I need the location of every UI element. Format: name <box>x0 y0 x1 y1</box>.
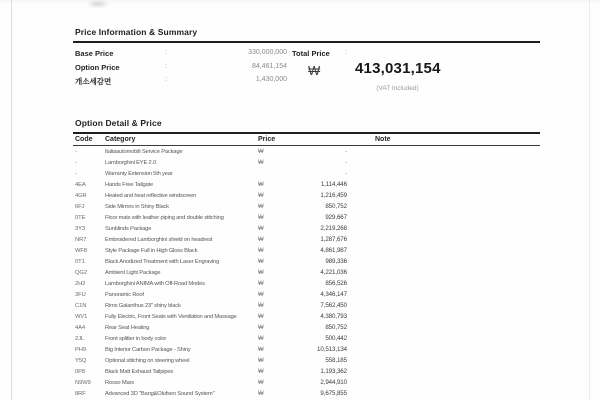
won-symbol: ₩ <box>258 368 264 375</box>
table-row <box>73 190 540 201</box>
won-symbol: ₩ <box>258 324 264 331</box>
option-price: 9,675,855 <box>320 390 347 397</box>
option-price: 989,336 <box>325 258 347 265</box>
option-category: Black Matt Exhaust Tailpipes <box>105 368 174 375</box>
option-price: 4,380,793 <box>320 313 347 320</box>
table-row <box>73 377 540 388</box>
option-price: 500,442 <box>325 335 347 342</box>
summary-grid <box>73 43 540 113</box>
option-price: 850,752 <box>325 324 347 331</box>
option-price: 10,513,134 <box>317 346 347 353</box>
option-code: WV1 <box>75 313 88 320</box>
option-category: Black Anodized Treatment with Laser Engraving <box>105 258 220 265</box>
option-code: 3Y3 <box>75 225 86 232</box>
option-price-value: 84,461,154 <box>251 62 287 70</box>
option-price: - <box>345 170 347 177</box>
table-row <box>73 168 540 179</box>
table-row <box>73 289 540 300</box>
option-code: 4GR <box>75 192 87 199</box>
won-symbol: ₩ <box>258 214 264 221</box>
won-symbol: ₩ <box>258 225 264 232</box>
option-price: 1,193,362 <box>320 368 347 375</box>
won-currency-symbol: ₩ <box>308 63 321 78</box>
option-category: Style Package Full in High Gloss Black <box>105 247 198 254</box>
option-code: 0T1 <box>75 258 85 265</box>
option-category: Embroidered Lamborghini shield on headrest <box>105 236 213 243</box>
won-symbol: ₩ <box>258 390 264 397</box>
table-row <box>73 223 540 234</box>
option-code: - <box>75 148 77 155</box>
option-category: Italiaautomobili Service Package <box>105 148 183 155</box>
option-code: - <box>75 170 77 177</box>
option-code: 3FU <box>75 291 86 298</box>
option-code: 4A4 <box>75 324 86 331</box>
won-symbol: ₩ <box>258 280 264 287</box>
option-price: 929,667 <box>325 214 347 221</box>
won-symbol: ₩ <box>258 335 264 342</box>
option-category: Rear Seat Heating <box>105 324 150 331</box>
table-row <box>73 300 540 311</box>
total-price-colon: : <box>345 49 347 56</box>
option-category: Rims Galanthus 23" shiny black <box>105 302 181 309</box>
option-code: - <box>75 159 77 166</box>
table-row <box>73 344 540 355</box>
option-category: Rosso Mars <box>105 379 134 386</box>
table-row <box>73 333 540 344</box>
option-code: 0P8 <box>75 368 86 375</box>
option-category: Hands Free Tailgate <box>105 181 153 188</box>
table-row <box>73 234 540 245</box>
option-code: PH9 <box>75 346 86 353</box>
option-code: 4EA <box>75 181 86 188</box>
base-price-value: 330,000,000 <box>248 49 287 56</box>
table-row <box>73 245 540 256</box>
cropped-logo-remnant <box>86 0 110 8</box>
tax-reduction-label: 개소세감면 <box>75 76 112 86</box>
won-symbol: ₩ <box>258 357 264 364</box>
options-table-header <box>73 134 540 146</box>
option-price: 850,752 <box>325 203 347 210</box>
option-category: Warranty Extension 5th year <box>105 170 173 177</box>
option-code: 8RF <box>75 390 86 397</box>
option-price-colon: : <box>165 62 167 70</box>
option-price: 4,346,147 <box>320 291 347 298</box>
column-header-price: Price <box>258 136 276 143</box>
base-price-label: Base Price <box>75 49 114 58</box>
won-symbol: ₩ <box>258 313 264 320</box>
option-code: 0TE <box>75 214 86 221</box>
base-price-colon: : <box>165 49 167 56</box>
option-price: 558,185 <box>325 357 347 364</box>
option-code: N9W9 <box>75 379 91 386</box>
option-category: Sunblinds Package <box>105 225 152 232</box>
column-header-note: Note <box>375 136 391 143</box>
table-row <box>73 388 540 399</box>
summary-section-title: Price Information & Summary <box>75 27 198 37</box>
option-price: - <box>345 148 347 155</box>
total-price-label: Total Price <box>292 49 330 58</box>
option-code: WF8 <box>75 247 87 254</box>
option-price: - <box>345 159 347 166</box>
tax-reduction-colon: : <box>165 75 167 83</box>
option-category: Lamborghini EYE 2.0 <box>105 159 156 166</box>
table-row <box>73 157 540 168</box>
option-code: QG2 <box>75 269 87 276</box>
won-symbol: ₩ <box>258 247 264 254</box>
option-price: 1,287,676 <box>320 236 347 243</box>
won-symbol: ₩ <box>258 379 264 386</box>
options-table-body <box>73 146 540 399</box>
option-category: Floor mats with leather piping and double stitching <box>105 214 224 221</box>
table-row <box>73 311 540 322</box>
table-row <box>73 267 540 278</box>
table-row <box>73 146 540 157</box>
options-section-title: Option Detail & Price <box>75 118 162 128</box>
option-code: 6FJ <box>75 203 85 210</box>
total-price-value: 413,031,154 <box>355 60 441 77</box>
option-price-label: Option Price <box>75 62 120 72</box>
option-price: 856,526 <box>325 280 347 287</box>
won-symbol: ₩ <box>258 291 264 298</box>
won-symbol: ₩ <box>258 346 264 353</box>
price-summary-section <box>73 27 540 113</box>
option-category: Optional stitching on steering wheel <box>105 357 190 364</box>
table-row <box>73 322 540 333</box>
option-category: Panoramic Roof <box>105 291 144 298</box>
won-symbol: ₩ <box>258 192 264 199</box>
option-code: Y5Q <box>75 357 87 364</box>
won-symbol: ₩ <box>258 203 264 210</box>
option-code: 2H2 <box>75 280 86 287</box>
won-symbol: ₩ <box>258 236 264 243</box>
table-row <box>73 179 540 190</box>
option-category: Ambient Light Package <box>105 269 161 276</box>
won-symbol: ₩ <box>258 159 264 166</box>
won-symbol: ₩ <box>258 148 264 155</box>
table-row <box>73 278 540 289</box>
option-code: 2JL <box>75 335 85 342</box>
option-price: 4,221,036 <box>320 269 347 276</box>
won-symbol: ₩ <box>258 181 264 188</box>
vat-included-note: (VAT Included) <box>376 85 419 92</box>
photo-edge-left <box>11 0 12 400</box>
table-row <box>73 212 540 223</box>
option-price: 1,216,459 <box>320 192 347 199</box>
option-code: NR7 <box>75 236 87 243</box>
option-category: Heated and heat reflective windscreen <box>105 192 197 199</box>
option-category: Side Mirrors in Shiny Black <box>105 203 169 210</box>
tax-reduction-value: 1,430,000 <box>255 75 287 83</box>
option-price: 2,944,910 <box>320 379 347 386</box>
option-price: 4,861,987 <box>320 247 347 254</box>
table-row <box>73 201 540 212</box>
option-category: Big Interior Carbon Package - Shiny <box>105 346 191 353</box>
table-row <box>73 256 540 267</box>
option-detail-section <box>73 118 540 399</box>
option-category: Lamborghini ANIMA with Off-Road Modes <box>105 280 205 287</box>
photo-edge-right <box>589 0 590 400</box>
table-row <box>73 366 540 377</box>
option-category: Front splitter in body color <box>105 335 167 342</box>
option-price: 1,114,446 <box>320 181 347 188</box>
column-header-code: Code <box>75 136 93 143</box>
column-header-category: Category <box>105 136 136 143</box>
table-row <box>73 355 540 366</box>
won-symbol: ₩ <box>258 258 264 265</box>
option-price: 7,562,450 <box>320 302 347 309</box>
option-code: C1N <box>75 302 87 309</box>
option-category: Advanced 3D "Bang&Olufsen Sound System" <box>105 390 215 397</box>
won-symbol: ₩ <box>258 269 264 276</box>
won-symbol: ₩ <box>258 302 264 309</box>
option-category: Fully Electric, Front Seats with Ventilation and Massage <box>105 313 237 320</box>
option-price: 2,219,268 <box>320 225 347 232</box>
